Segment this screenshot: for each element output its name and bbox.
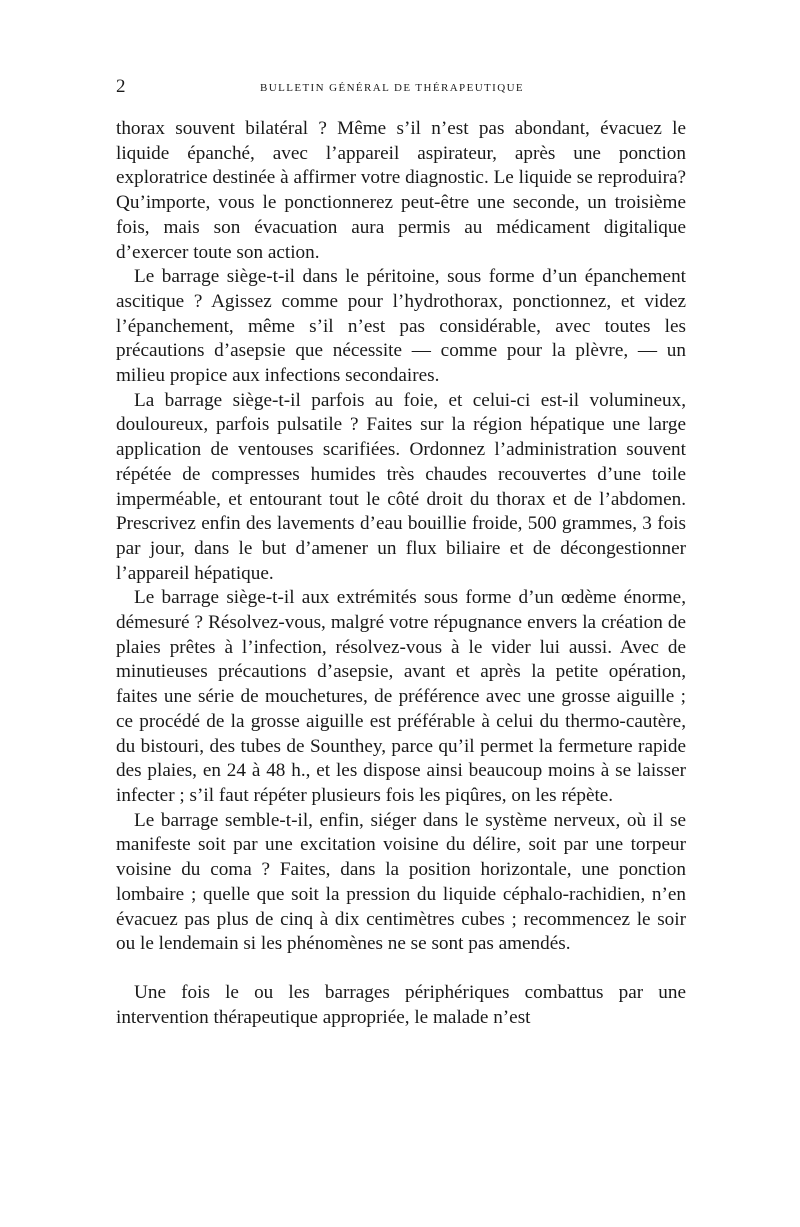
paragraph-extremites: Le barrage siège-t-il aux extrémités sous forme d’un œdème énorme, démesuré ? Résolvez-vous, malgré votre répugnance envers la création de plaies prêtes à l’infection, résolvez-vous à le vider lui aussi. Avec de minutieuses précautions d’asepsie, avant et après la petite opération, faites une série de mouchetures, de préférence avec une grosse aiguille ; ce procédé de la grosse aiguille est préférable à celui du thermo-cautère, du bistouri, des tubes de Sounthey, parce qu’il permet la fermeture rapide des plaies, en 24 à 48 h., et les dispose ainsi beaucoup moins à se laisser infecter ; s’il faut répéter plusieurs fois les piqûres, on les répète. bbox=[116, 587, 686, 806]
body-text bbox=[116, 117, 686, 1030]
paragraph-foie: La barrage siège-t-il parfois au foie, et celui-ci est-il volumineux, douloureux, parfois pulsatile ? Faites sur la région hépatique une large application de ventouses scarifiées. Ordonnez l’administration souvent répétée de compresses humides très chaudes recouvertes d’une toile imperméable, et entourant tout le côté droit du thorax et de l’abdomen. Prescrivez enfin des lavements d’eau bouillie froide, 500 grammes, 3 fois par jour, dans le but d’amener un flux biliaire et de décongestionner l’appareil hépatique. bbox=[116, 389, 686, 584]
page-number: 2 bbox=[116, 76, 126, 97]
page-header bbox=[116, 76, 686, 100]
paragraph-conclusion-start: Une fois le ou les barrages périphériques combattus par une intervention thérapeutique appropriée, le malade n’est bbox=[116, 981, 686, 1028]
paragraph-peritoine: Le barrage siège-t-il dans le péritoine, sous forme d’un épanchement ascitique ? Agissez comme pour l’hydrothorax, ponctionnez, et videz l’épanchement, même s’il n’est pas considérable, avec toutes les précautions d’asepsie que nécessite — comme pour la plèvre, — un milieu propice aux infections secondaires. bbox=[116, 266, 686, 387]
paragraph-hydrothorax-continued: thorax souvent bilatéral ? Même s’il n’est pas abondant, évacuez le liquide épanché, avec l’appareil aspirateur, après une ponction exploratrice destinée à affirmer votre diagnostic. Le liquide se reproduira? Qu’importe, vous le ponctionnerez peut-être une seconde, un troisième fois, mais son évacuation aura permis au médicament digitalique d’exercer toute son action. bbox=[116, 118, 686, 263]
paragraph-systeme-nerveux: Le barrage semble-t-il, enfin, siéger dans le système nerveux, où il se manifeste soit par une excitation voisine du délire, soit par une torpeur voisine du coma ? Faites, dans la position horizontale, une ponction lombaire ; quelle que soit la pression du liquide céphalo-rachidien, n’en évacuez pas plus de cinq à dix centimètres cubes ; recommencez le soir ou le lendemain si les phénomènes ne se sont pas amendés. bbox=[116, 809, 686, 955]
running-title: BULLETIN GÉNÉRAL DE THÉRAPEUTIQUE bbox=[260, 82, 525, 94]
